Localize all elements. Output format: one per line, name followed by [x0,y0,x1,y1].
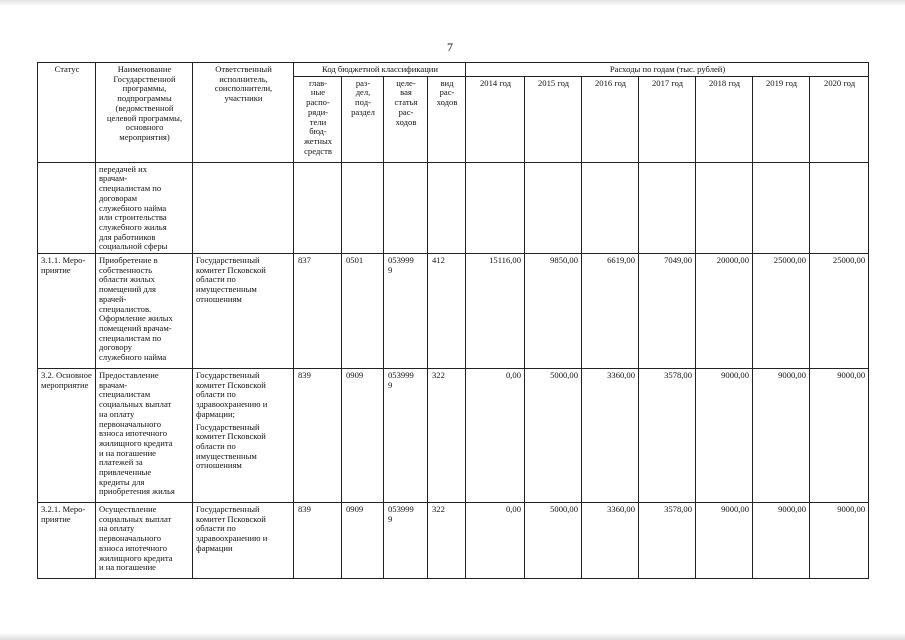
header-status: Статус [38,63,96,163]
cell-value-2018: 9000,00 [696,503,753,579]
table-row [38,503,869,579]
cell-name: Осуществление социальных выплат на оплату первоначального взноса ипотечного жилищного кредита и на погашение [96,503,193,579]
cell-value-2020: 9000,00 [810,369,869,503]
header-executor: Ответственный исполнитель, соисполнители, участники [193,63,294,163]
cell-value-2020: 25000,00 [810,254,869,369]
scan-edge-top [0,0,905,6]
cell-value-2016: 6619,00 [582,254,639,369]
cell-executor [193,503,294,579]
cell-value-2015: 9850,00 [525,254,582,369]
cell-value-2018 [696,162,753,253]
table-row [38,369,869,503]
cell-grbs [294,162,342,253]
cell-value-2015 [525,162,582,253]
cell-value-2020 [810,162,869,253]
cell-status: 3.1.1. Меро- приятие [38,254,96,369]
cell-grbs: 839 [294,369,342,503]
cell-value-2019 [753,162,810,253]
header-expenses-group: Расходы по годам (тыс. рублей) [466,63,869,77]
cell-value-2016: 3360,00 [582,369,639,503]
cell-csr: 053999 9 [384,369,428,503]
header-year-2020: 2020 год [810,76,869,162]
header-row-1 [38,63,869,77]
page-number: 7 [447,40,453,54]
cell-value-2015: 5000,00 [525,503,582,579]
executor-text: Государственный комитет Псковской области по имущественным отношениям [196,421,266,471]
cell-value-2016: 3360,00 [582,503,639,579]
header-year-2018: 2018 год [696,76,753,162]
cell-csr [384,162,428,253]
cell-rzpr: 0909 [342,369,384,503]
executor-text: Государственный комитет Псковской области по здравоохранению и фармации [196,504,268,553]
cell-value-2014: 0,00 [466,503,525,579]
cell-grbs: 839 [294,503,342,579]
cell-value-2018: 9000,00 [696,369,753,503]
cell-value-2014 [466,162,525,253]
cell-rzpr [342,162,384,253]
cell-csr: 053999 9 [384,503,428,579]
budget-table [37,62,869,579]
cell-vr: 322 [428,369,466,503]
cell-value-2019: 9000,00 [753,503,810,579]
scan-edge-bottom [0,633,905,640]
cell-status: 3.2. Основное мероприятие [38,369,96,503]
header-year-2015: 2015 год [525,76,582,162]
table-row [38,254,869,369]
cell-vr: 322 [428,503,466,579]
cell-value-2016 [582,162,639,253]
cell-value-2014: 15116,00 [466,254,525,369]
executor-text: Государственный комитет Псковской области по здравоохранению и фармации; [196,370,268,419]
cell-value-2018: 20000,00 [696,254,753,369]
header-year-2019: 2019 год [753,76,810,162]
cell-value-2019: 9000,00 [753,369,810,503]
header-name: Наименование Государственной программы, подпрограммы (ведомственной целевой программы, основного мероприятия) [96,63,193,163]
cell-status [38,162,96,253]
cell-value-2014: 0,00 [466,369,525,503]
header-grbs: глав- ные распо- ряди- тели бюд- жетных средств [294,76,342,162]
header-year-2016: 2016 год [582,76,639,162]
cell-value-2017 [639,162,696,253]
header-vr: вид рас- ходов [428,76,466,162]
cell-grbs: 837 [294,254,342,369]
cell-value-2015: 5000,00 [525,369,582,503]
cell-name: передачей их врачам- специалистам по договорам служебного найма или строительства служебного жилья для работников социальной сферы [96,162,193,253]
header-year-2014: 2014 год [466,76,525,162]
cell-name: Предоставление врачам- специалистам социальных выплат на оплату первоначального взноса ипотечного жилищного кредита и на погашение платежей за привлеченные кредиты для приобретения жилья [96,369,193,503]
cell-vr [428,162,466,253]
cell-status: 3.2.1. Меро- приятие [38,503,96,579]
cell-executor [193,162,294,253]
cell-executor [193,254,294,369]
cell-value-2017: 3578,00 [639,503,696,579]
header-budget-code-group: Код бюджетной классификации [294,63,466,77]
cell-name: Приобретение в собственность области жилых помещений для врачей- специалистов. Оформление жилых помещений врачам- специалистам по договору служебного найма [96,254,193,369]
cell-executor [193,369,294,503]
table-row [38,162,869,253]
cell-value-2020: 9000,00 [810,503,869,579]
cell-csr: 053999 9 [384,254,428,369]
header-rzpr: раз- дел, под- раздел [342,76,384,162]
header-year-2017: 2017 год [639,76,696,162]
cell-vr: 412 [428,254,466,369]
cell-value-2017: 7049,00 [639,254,696,369]
executor-text: Государственный комитет Псковской области по имущественным отношениям [196,255,266,304]
cell-rzpr: 0501 [342,254,384,369]
cell-value-2019: 25000,00 [753,254,810,369]
cell-rzpr: 0909 [342,503,384,579]
header-csr: целе- вая статья рас- ходов [384,76,428,162]
cell-value-2017: 3578,00 [639,369,696,503]
